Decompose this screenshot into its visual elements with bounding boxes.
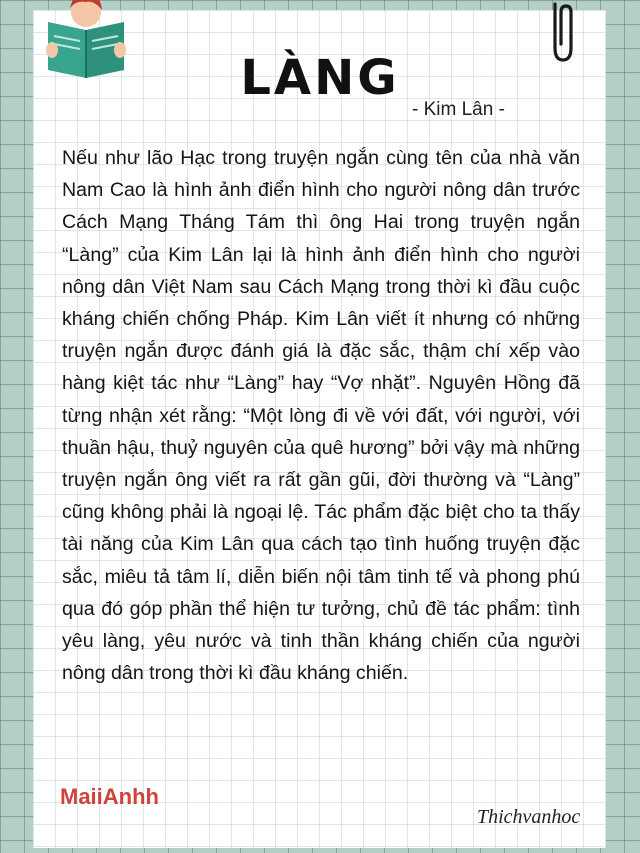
author-name: - Kim Lân - (412, 99, 505, 120)
page-title: LÀNG (240, 50, 400, 106)
article-body: Nếu như lão Hạc trong truyện ngắn cùng tên của nhà văn Nam Cao là hình ảnh điển hình cho người nông dân trước Cách Mạng Tháng Tám thì ông Hai trong truyện ngắn “Làng” của Kim Lân lại là hình ảnh điển hình cho người nông dân Việt Nam sau Cách Mạng trong thời kì đầu cuộc kháng chiến chống Pháp. Kim Lân viết ít nhưng có những truyện ngắn được đánh giá là đặc sắc, thậm chí xếp vào hàng kiệt tác như “Làng” hay “Vợ nhặt”. Nguyên Hồng đã từng nhận xét rằng: “Một lòng đi về với đất, với người, với thuần hậu, thuỷ nguyên của quê hương” bởi vậy mà những truyện ngắn ông viết ra rất gần gũi, đời thường và “Làng” cũng không phải là ngoại lệ. Tác phẩm đặc biệt cho ta thấy tài năng của Kim Lân qua cách tạo tình huống truyện đặc sắc, miêu tả tâm lí, diễn biến nội tâm tinh tế và phong phú qua đó góp phần thể hiện tư tưởng, chủ đề tác phẩm: tình yêu làng, yêu nước và tinh thần kháng chiến của người nông dân trong thời kì đầu kháng chiến. (62, 147, 580, 685)
signature: Thichvanhoc (477, 806, 581, 828)
brand-watermark: MaiiAnhh (60, 784, 159, 809)
